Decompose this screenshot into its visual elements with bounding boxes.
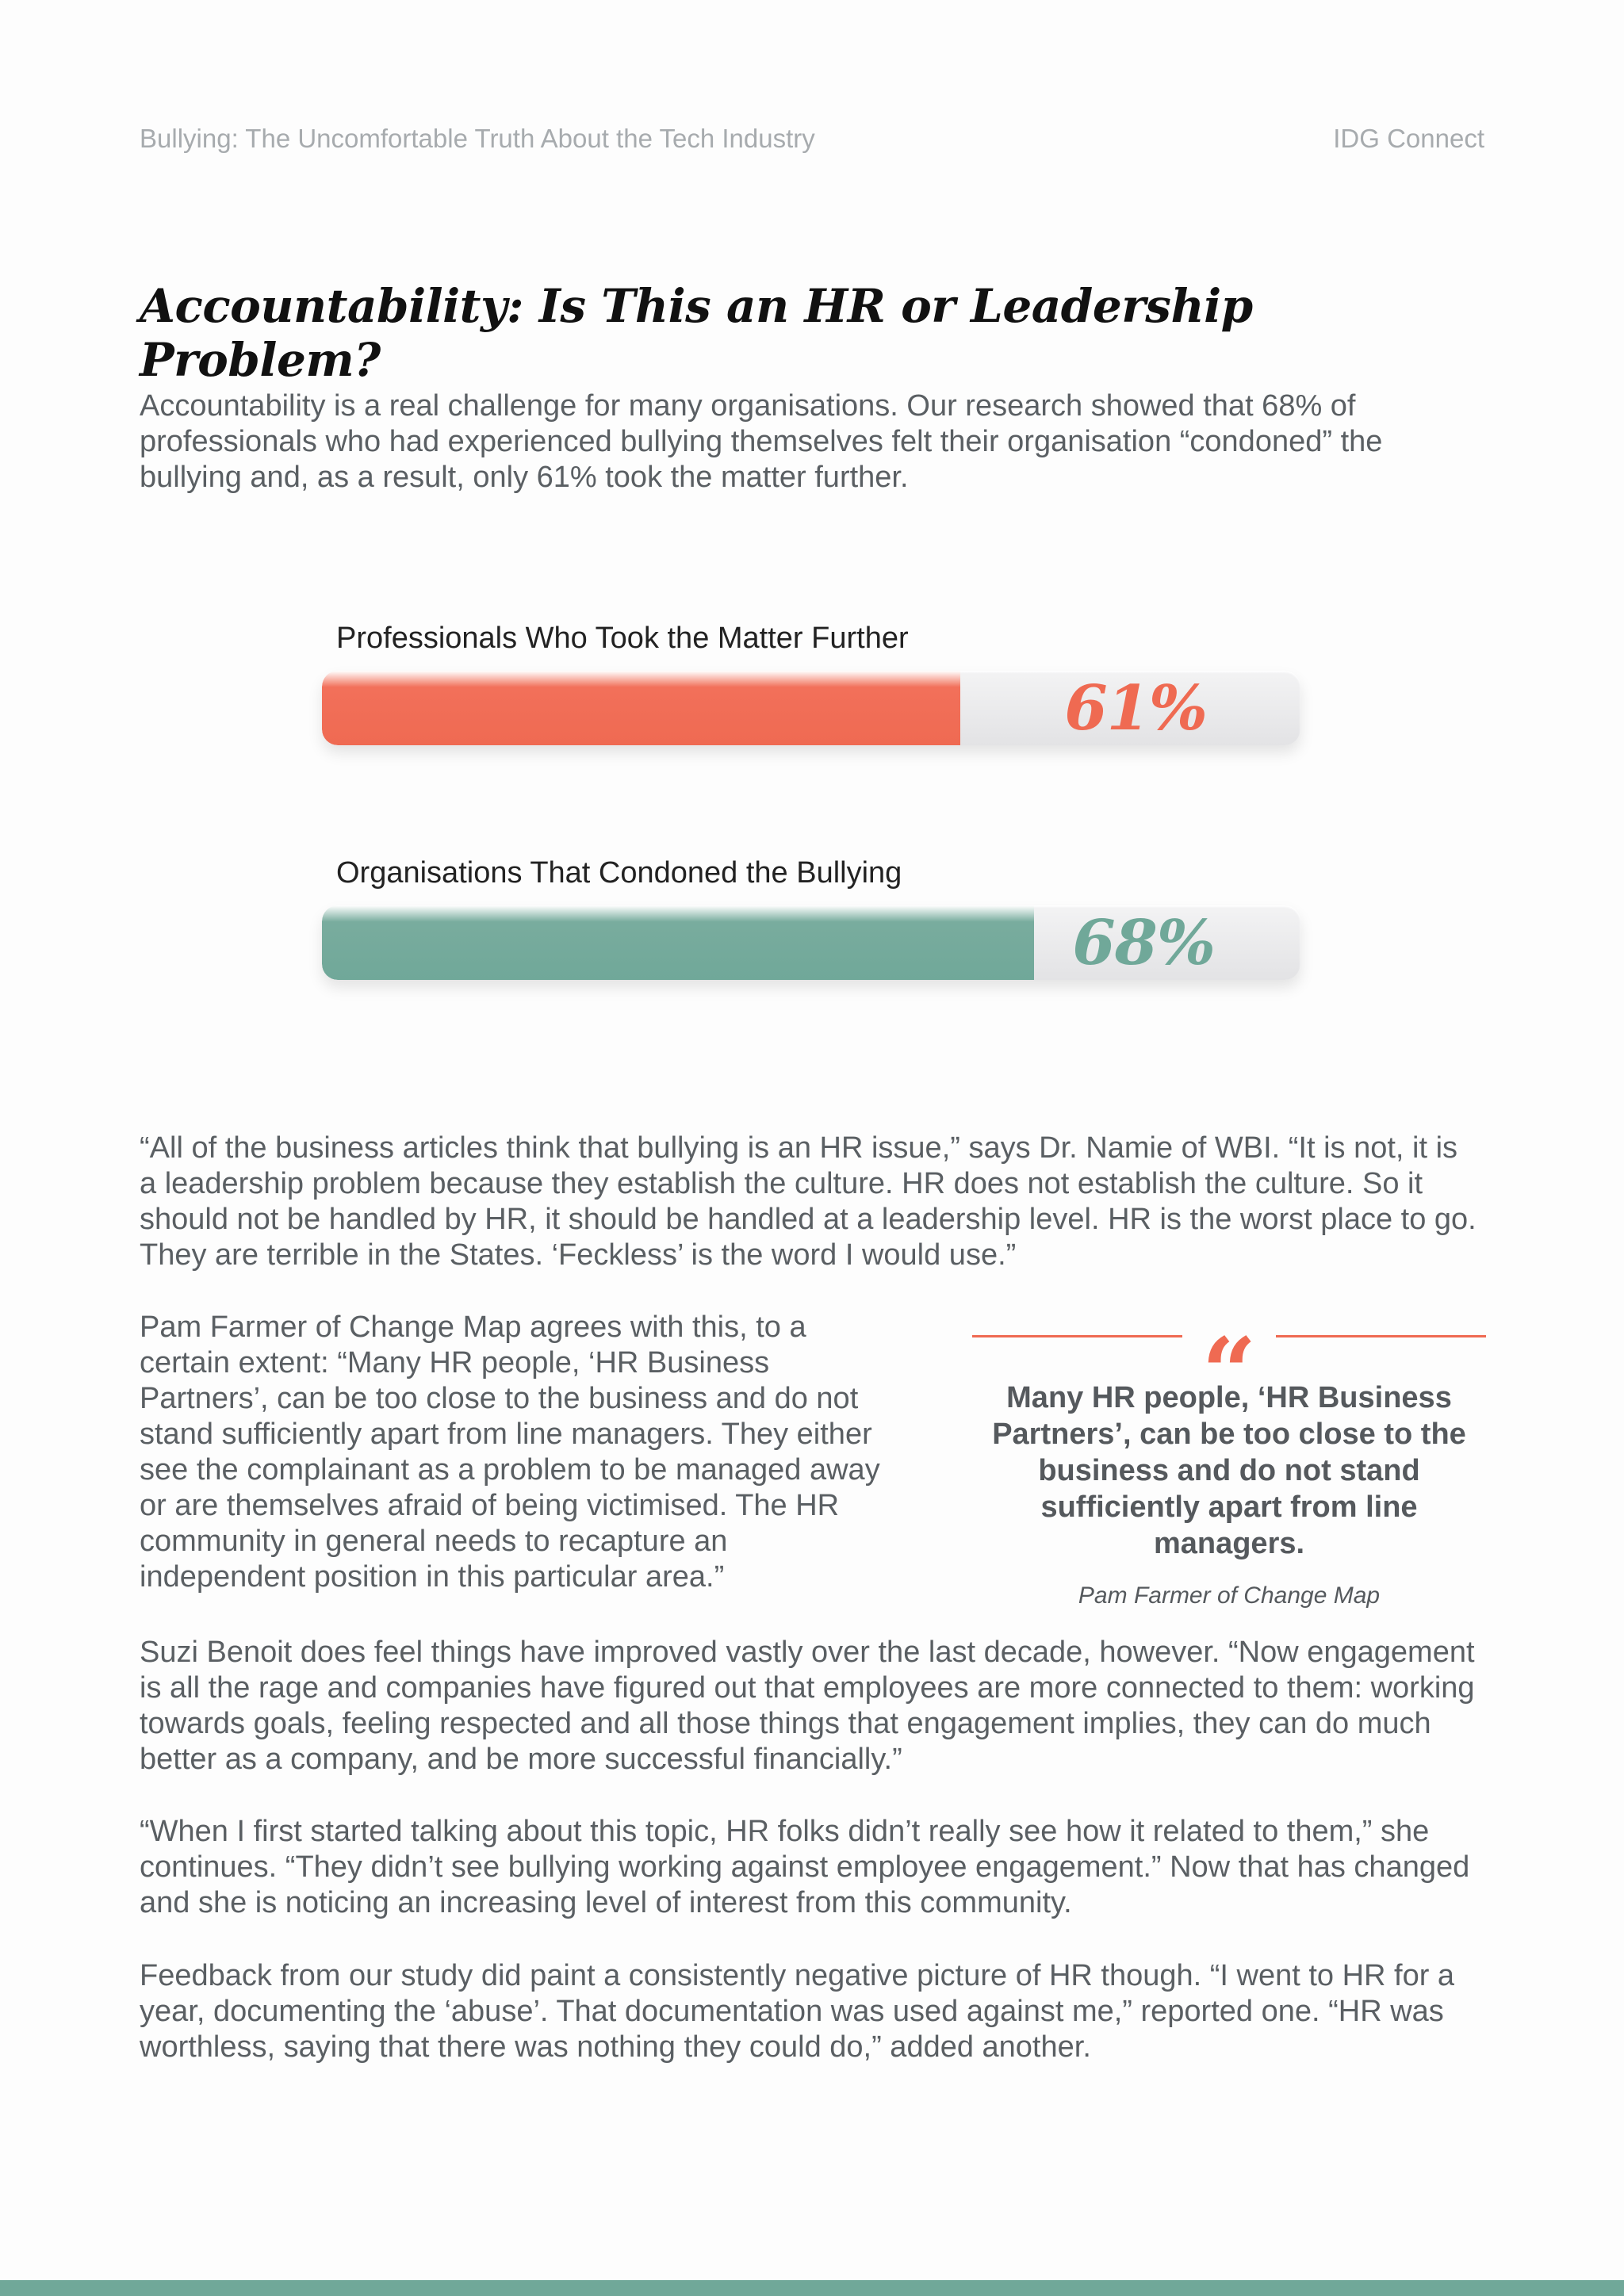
quote-mark-icon: “	[1201, 1317, 1257, 1429]
intro-paragraph: Accountability is a real challenge for many organisations. Our research showed that 68% of professionals who had experienced bullying themselves felt their organisation “condoned” the bullying and, as a result, only 61% took the matter further.	[140, 389, 1383, 494]
bar-label: Professionals Who Took the Matter Further	[336, 622, 909, 655]
rule-line	[1276, 1335, 1486, 1337]
bar-fill	[322, 671, 960, 745]
bar-track	[322, 905, 1300, 980]
rule-line	[972, 1335, 1182, 1337]
bar-label: Organisations That Condoned the Bullying	[336, 856, 902, 890]
running-header	[140, 124, 1484, 154]
page-title: Accountability: Is This an HR or Leadership Problem?	[140, 279, 1253, 387]
paragraph-feedback: Feedback from our study did paint a consistently negative picture of HR though. “I went to HR for a year, documenting the ‘abuse’. That documentation was used against me,” reported one. “HR was worthless, saying that there was nothing they could do,” added another.	[140, 1959, 1455, 2064]
bar-fill	[322, 905, 1034, 980]
bar-item	[322, 855, 1300, 980]
paragraph-farmer: Pam Farmer of Change Map agrees with this, to a certain extent: “Many HR people, ‘HR Business Partners’, can be too close to the business and do not stand sufficiently apart from line managers. They either see the complainant as a problem to be managed away or are themselves afraid of being victimised. The HR community in general needs to recapture an independent position in this particular area.”	[140, 1311, 880, 1594]
pull-quote-rule	[972, 1310, 1486, 1429]
paragraph-namie: “All of the business articles think that bullying is an HR issue,” says Dr. Namie of WBI. “It is not, it is a leadership problem because they establish the culture. HR does not establish the culture. So it should not be handled by HR, it should be handled at a leadership level. HR is the worst place to go. They are terrible in the States. ‘Feckless’ is the word I would use.”	[140, 1131, 1477, 1272]
bar-value-label: 68%	[1072, 906, 1215, 979]
paragraph-hr-folks: “When I first started talking about this topic, HR folks didn’t really see how it related to them,” she continues. “They didn’t see bullying working against employee engagement.” Now that has changed and she is noticing an increasing level of interest from this community.	[140, 1815, 1470, 1919]
header-publisher: IDG Connect	[1333, 124, 1484, 153]
pull-quote-attribution: Pam Farmer of Change Map	[1078, 1582, 1381, 1609]
header-title: Bullying: The Uncomfortable Truth About the Tech Industry	[140, 124, 815, 153]
pull-quote-text: Many HR people, ‘HR Business Partners’, can be too close to the business and do not stand sufficiently apart from line managers.	[992, 1381, 1466, 1560]
bar-track	[322, 671, 1300, 745]
pull-quote	[972, 1310, 1486, 1609]
bar-item	[322, 620, 1300, 745]
paragraph-benoit: Suzi Benoit does feel things have improved vastly over the last decade, however. “Now engagement is all the rage and companies have figured out that employees are more connected to them: working towards goals, feeling respected and all those things that engagement implies, they can do much better as a company, and be more successful financially.”	[140, 1636, 1475, 1776]
bar-value-label: 61%	[1064, 672, 1207, 744]
footer-band	[0, 2280, 1624, 2296]
